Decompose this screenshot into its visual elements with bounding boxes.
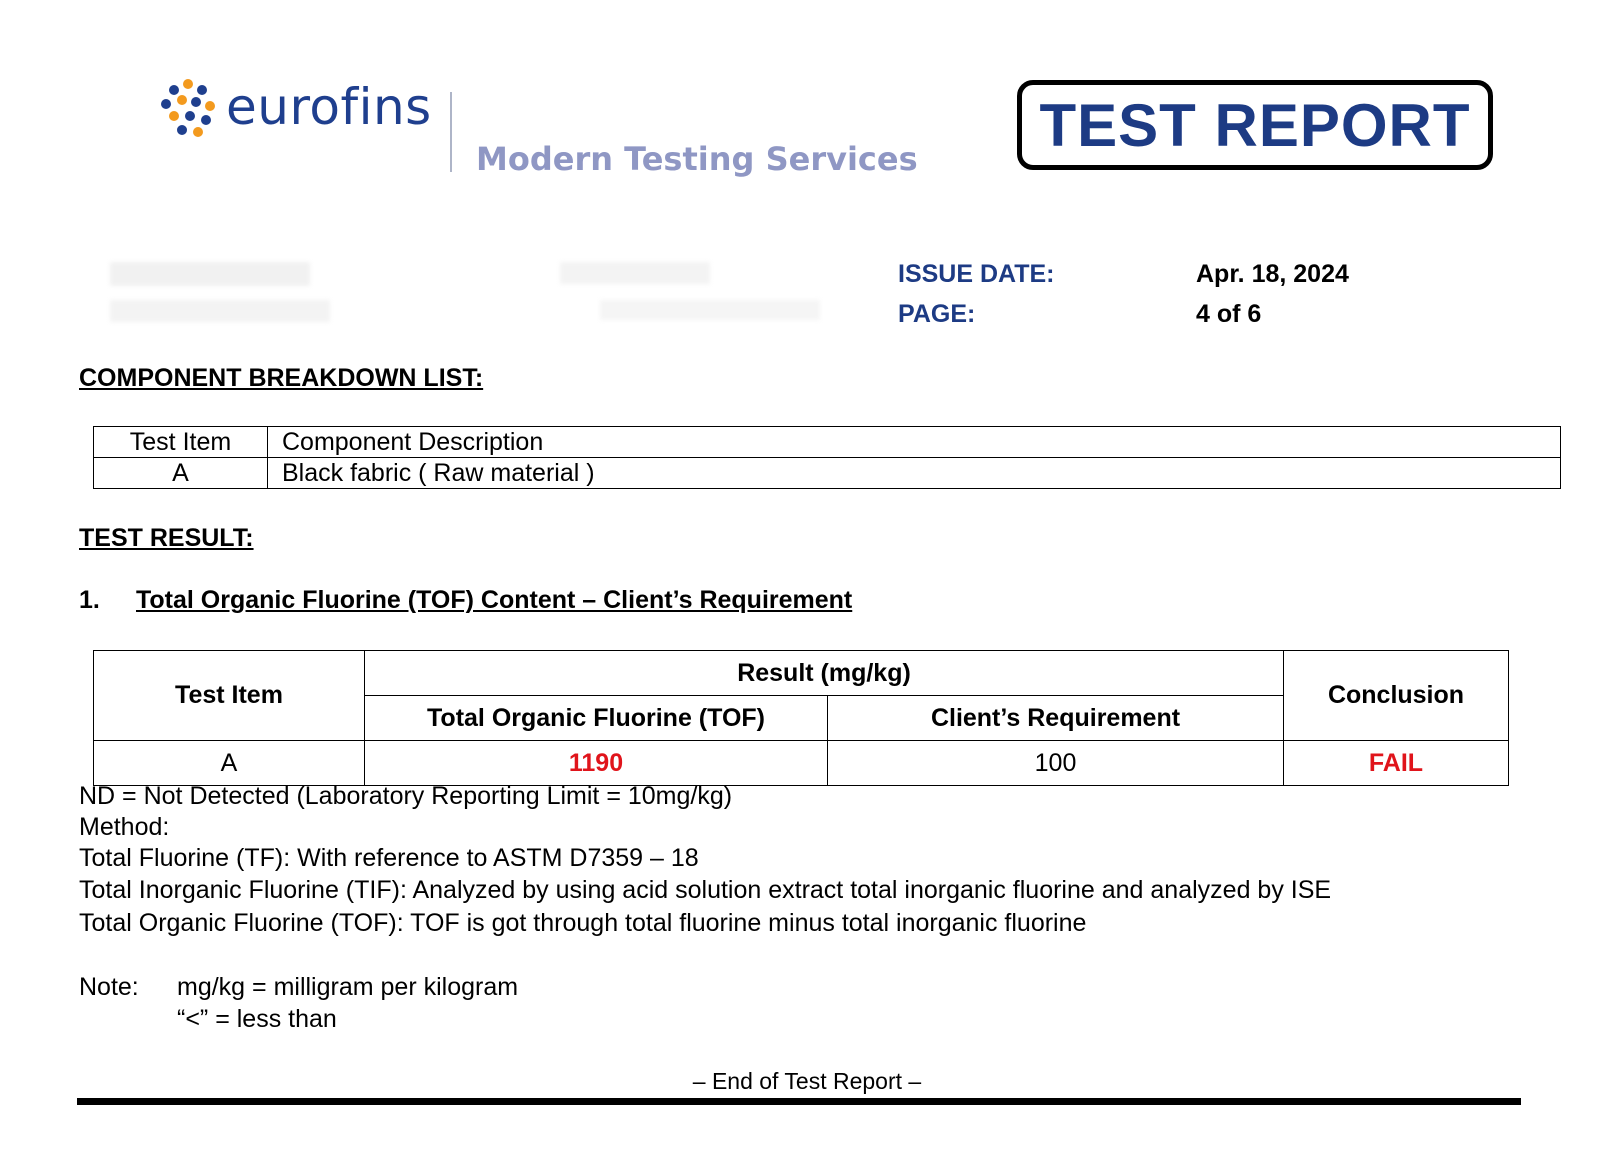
note-label: Note: bbox=[79, 973, 139, 1001]
table-row bbox=[94, 458, 1561, 489]
test-result-heading: TEST RESULT: bbox=[79, 524, 254, 552]
nd-note: ND = Not Detected (Laboratory Reporting Limit = 10mg/kg) bbox=[79, 782, 733, 810]
table-header-row bbox=[94, 427, 1561, 458]
brand-name: eurofins bbox=[226, 78, 432, 136]
table-header-component-description: Component Description bbox=[268, 427, 1561, 458]
redacted-block bbox=[600, 300, 820, 320]
report-title-box bbox=[1017, 80, 1493, 170]
method-tif: Total Inorganic Fluorine (TIF): Analyzed by using acid solution extract total inorganic fluorine and analyzed by ISE bbox=[79, 876, 1332, 904]
method-tf: Total Fluorine (TF): With reference to ASTM D7359 – 18 bbox=[79, 844, 699, 872]
issue-date-value: Apr. 18, 2024 bbox=[1196, 260, 1349, 288]
component-test-item: A bbox=[94, 458, 268, 489]
issue-date-label: ISSUE DATE: bbox=[898, 260, 1055, 288]
page-value: 4 of 6 bbox=[1196, 300, 1262, 328]
method-label: Method: bbox=[79, 813, 170, 841]
component-breakdown-heading: COMPONENT BREAKDOWN LIST: bbox=[79, 364, 484, 392]
redacted-block bbox=[110, 262, 310, 286]
note-mgkg: mg/kg = milligram per kilogram bbox=[177, 973, 519, 1001]
result-header-client-requirement: Client’s Requirement bbox=[828, 696, 1284, 741]
brand-subtitle: Modern Testing Services bbox=[476, 140, 918, 178]
eurofins-logo-icon bbox=[160, 78, 216, 138]
result-conclusion: FAIL bbox=[1284, 741, 1509, 786]
end-of-report: – End of Test Report – bbox=[692, 1068, 922, 1094]
end-rule bbox=[77, 1098, 1521, 1105]
result-test-item: A bbox=[94, 741, 365, 786]
table-row bbox=[94, 741, 1509, 786]
report-title: TEST REPORT bbox=[1039, 91, 1471, 159]
method-tof: Total Organic Fluorine (TOF): TOF is got through total fluorine minus total inorganic fluorine bbox=[79, 909, 1087, 937]
result-item-number: 1. bbox=[79, 586, 100, 614]
redacted-block bbox=[560, 262, 710, 284]
component-description: Black fabric ( Raw material ) bbox=[268, 458, 1561, 489]
result-client-requirement-value: 100 bbox=[828, 741, 1284, 786]
component-table bbox=[93, 426, 1561, 489]
table-header-test-item: Test Item bbox=[94, 427, 268, 458]
result-header-tof: Total Organic Fluorine (TOF) bbox=[365, 696, 828, 741]
result-item-title: Total Organic Fluorine (TOF) Content – Client’s Requirement bbox=[136, 586, 853, 614]
result-header-conclusion: Conclusion bbox=[1284, 651, 1509, 741]
note-less-than: “<” = less than bbox=[177, 1005, 337, 1033]
result-tof-value: 1190 bbox=[365, 741, 828, 786]
result-table bbox=[93, 650, 1509, 786]
brand-divider bbox=[450, 92, 452, 172]
redacted-block bbox=[110, 300, 330, 322]
result-header-test-item: Test Item bbox=[94, 651, 365, 741]
page-label: PAGE: bbox=[898, 300, 976, 328]
result-header-result: Result (mg/kg) bbox=[365, 651, 1284, 696]
